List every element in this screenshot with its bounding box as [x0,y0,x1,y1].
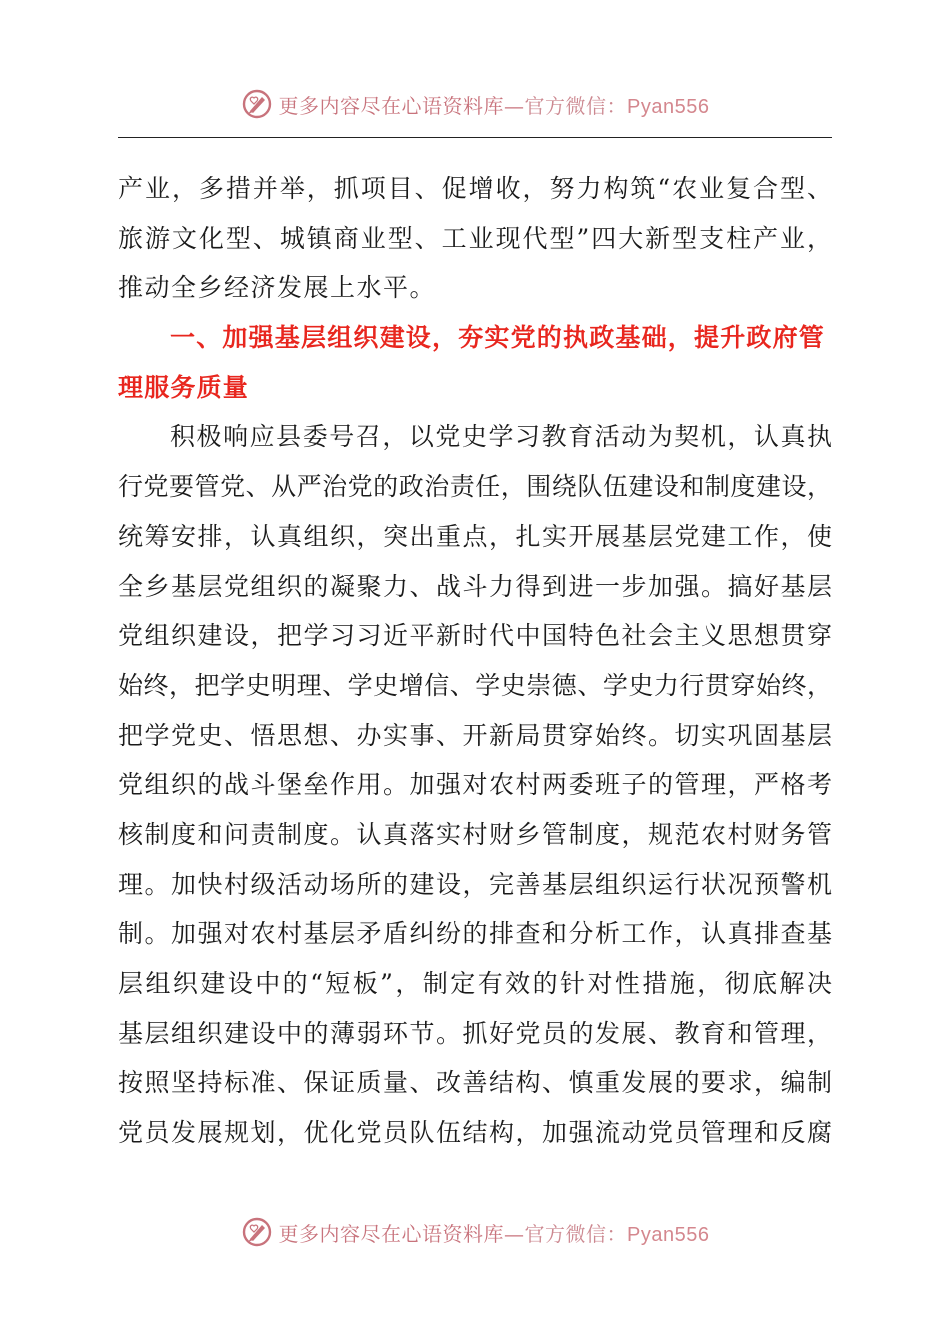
section-heading-line: 一、加强基层组织建设，夯实党的执政基础，提升政府管 [170,323,826,353]
banner-brand: 更多内容尽在心语资料库 [278,1221,505,1246]
footer-banner [0,1212,950,1252]
paragraph-line: 全乡基层党组织的凝聚力、战斗力得到进一步加强。搞好基层 [118,571,832,601]
paragraph-line: 始终，把学史明理、学史增信、学史崇德、学史力行贯穿始终， [118,670,832,700]
banner-content [241,88,710,120]
banner-content [241,1216,710,1248]
banner-separator: — [504,1221,525,1246]
paragraph-line: 积极响应县委号召，以党史学习教育活动为契机，认真执 [170,422,832,452]
paragraph-line: 党组织的战斗堡垒作用。加强对农村两委班子的管理，严格考 [118,770,832,800]
paragraph-line: 核制度和问责制度。认真落实村财乡管制度，规范农村财务管 [118,819,832,849]
banner-wechat-label: 官方微信： [524,1221,628,1246]
document-body [118,164,832,1158]
paragraph-line: 按照坚持标准、保证质量、改善结构、慎重发展的要求，编制 [118,1068,832,1098]
paragraph-line: 基层组织建设中的薄弱环节。抓好党员的发展、教育和管理， [118,1018,832,1048]
banner-separator: — [504,93,525,118]
intro-line: 旅游文化型、城镇商业型、工业现代型”四大新型支柱产业， [118,223,832,253]
header-banner [0,84,950,124]
section-heading-line: 理服务质量 [118,372,250,402]
paragraph-line: 行党要管党、从严治党的政治责任，围绕队伍建设和制度建设， [118,472,832,502]
header-divider [118,137,832,138]
banner-text [279,90,710,119]
pen-heart-logo-icon [241,1216,273,1248]
banner-wechat-label: 官方微信： [524,93,628,118]
paragraph-line: 理。加快村级活动场所的建设，完善基层组织运行状况预警机 [118,869,832,899]
intro-line: 推动全乡经济发展上水平。 [118,273,437,303]
paragraph-line: 党员发展规划，优化党员队伍结构，加强流动党员管理和反腐 [118,1118,832,1148]
paragraph-line: 党组织建设，把学习习近平新时代中国特色社会主义思想贯穿 [118,621,832,651]
paragraph-line: 统筹安排，认真组织，突出重点，扎实开展基层党建工作，使 [118,521,832,551]
intro-line: 产业，多措并举，抓项目、促增收，努力构筑“农业复合型、 [118,174,832,203]
banner-wechat-id: Pyan556 [627,95,710,118]
paragraph-line: 把学党史、悟思想、办实事、开新局贯穿始终。切实巩固基层 [118,720,832,750]
banner-brand: 更多内容尽在心语资料库 [278,93,505,118]
banner-text [279,1218,710,1247]
paragraph-line: 制。加强对农村基层矛盾纠纷的排查和分析工作，认真排查基 [118,919,832,949]
paragraph-line: 层组织建设中的“短板”，制定有效的针对性措施，彻底解决 [118,969,832,998]
banner-wechat-id: Pyan556 [627,1223,710,1246]
pen-heart-logo-icon [241,88,273,120]
